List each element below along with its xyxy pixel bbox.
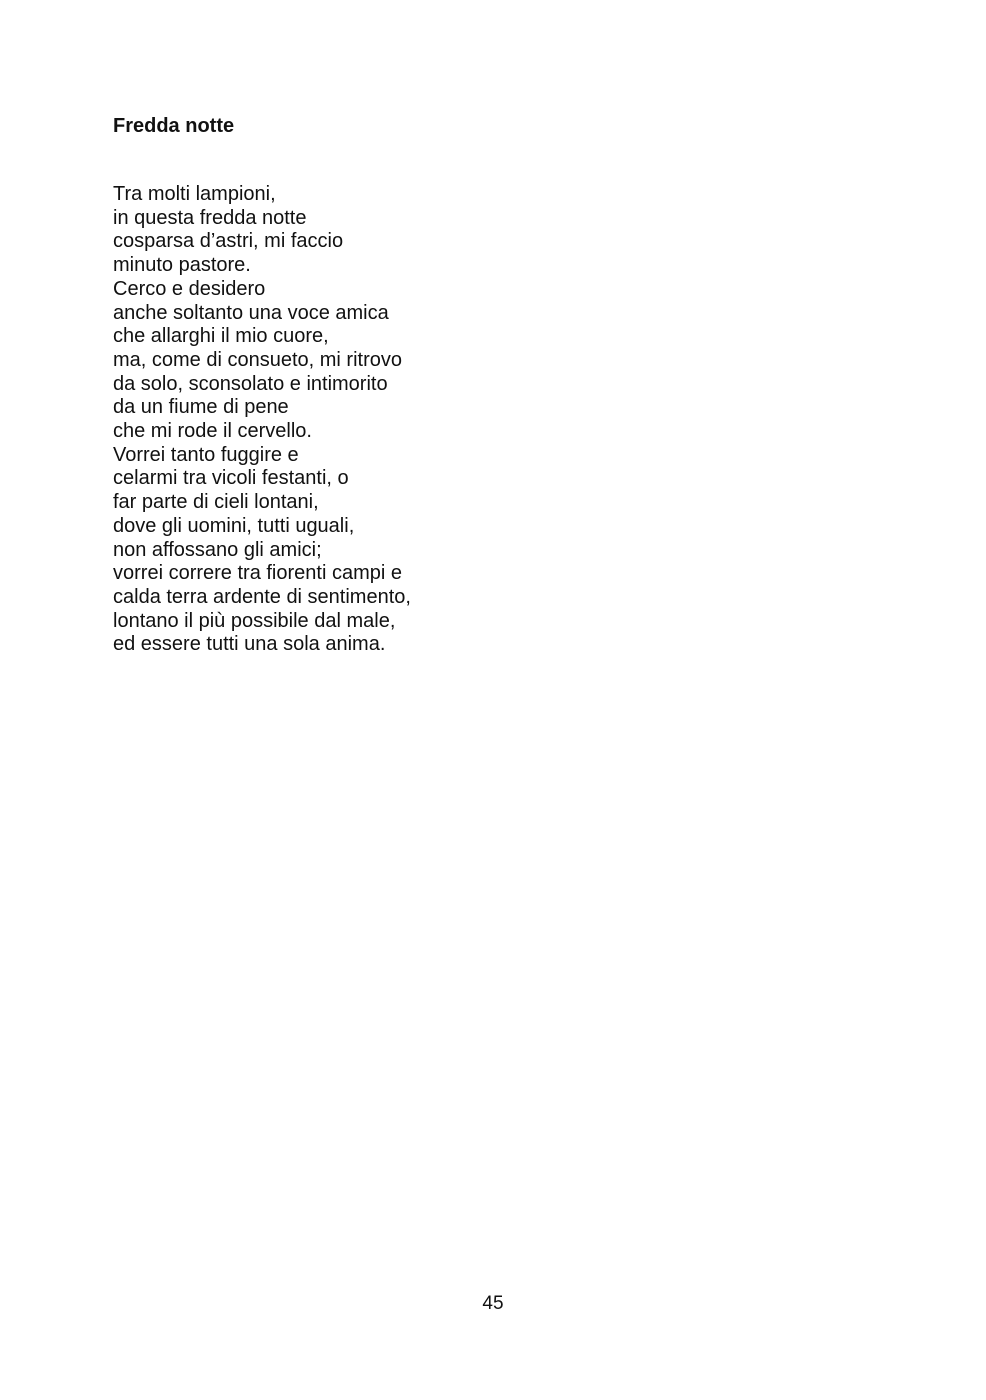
poem-body xyxy=(113,183,411,657)
poem-line: ed essere tutti una sola anima. xyxy=(113,633,386,656)
poem-line: che allarghi il mio cuore, xyxy=(113,325,329,348)
poem-line: celarmi tra vicoli festanti, o xyxy=(113,467,349,490)
page-number: 45 xyxy=(482,1293,504,1314)
poem-line: da solo, sconsolato e intimorito xyxy=(113,372,388,395)
poem-line: anche soltanto una voce amica xyxy=(113,301,389,324)
poem-line: calda terra ardente di sentimento, xyxy=(113,585,411,608)
poem-line: Cerco e desidero xyxy=(113,277,266,300)
poem-line: far parte di cieli lontani, xyxy=(113,491,319,514)
poem-line: cosparsa d’astri, mi faccio xyxy=(113,230,344,253)
poem-line: dove gli uomini, tutti uguali, xyxy=(113,514,355,537)
poem-line: Tra molti lampioni, xyxy=(113,183,276,205)
poem-line: Vorrei tanto fuggire e xyxy=(113,443,299,466)
poem-line: vorrei correre tra fiorenti campi e xyxy=(113,562,402,585)
poem-line: minuto pastore. xyxy=(113,254,251,277)
poem-line: che mi rode il cervello. xyxy=(113,420,312,443)
poem-title: Fredda notte xyxy=(113,115,235,137)
poem-line: in questa fredda notte xyxy=(113,206,307,229)
poem-line: da un fiume di pene xyxy=(113,396,289,419)
poem-line: lontano il più possibile dal male, xyxy=(113,609,396,632)
poem-line: non affossano gli amici; xyxy=(113,538,322,561)
poem-line: ma, come di consueto, mi ritrovo xyxy=(113,348,402,371)
